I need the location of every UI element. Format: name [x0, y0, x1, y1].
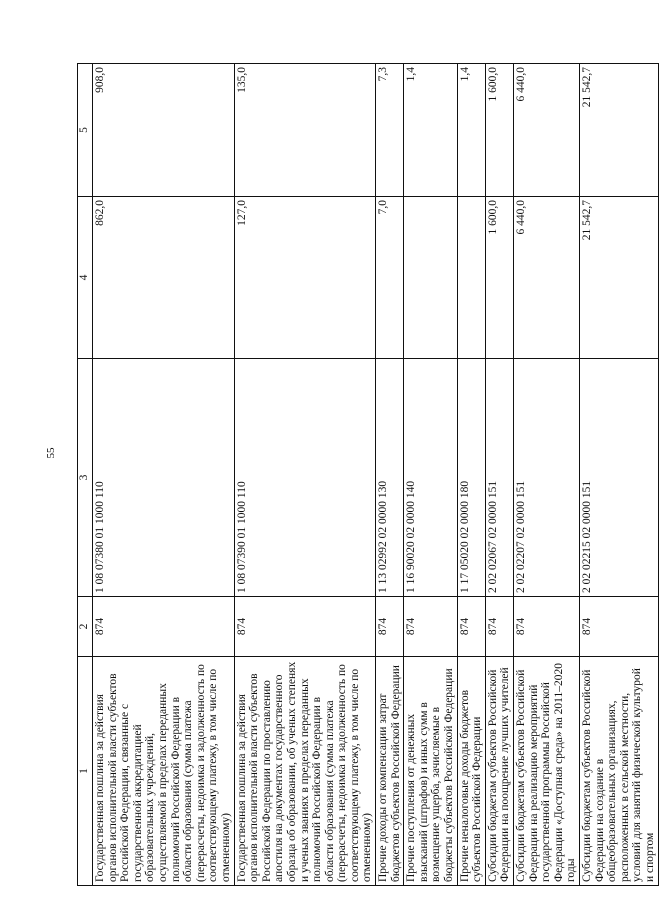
column-header: 4 — [78, 197, 93, 359]
table-row — [579, 64, 658, 886]
budget-code-cell: 2 02 02207 02 0000 151 — [514, 359, 580, 597]
row-name-cell: Субсидии бюджетам субъектов Российской Федерации на реализацию мероприятий государственной программы Российской Федерации «Доступная среда» на 2011–2020 годы — [514, 657, 580, 886]
budget-code-cell: 1 08 07390 01 1000 110 — [234, 359, 376, 597]
budget-code-cell: 1 17 05020 02 0000 180 — [457, 359, 485, 597]
budget-code-cell: 1 13 02992 02 0000 130 — [376, 359, 404, 597]
row-name-cell: Прочие поступления от денежных взысканий (штрафов) и иных сумм в возмещение ущерба, зачисляемые в бюджеты субъектов Российской Федерации — [404, 657, 457, 886]
table-header-row — [78, 64, 93, 886]
admin-code-cell: 874 — [93, 597, 235, 657]
value-cell-col5: 6 440,0 — [514, 64, 580, 197]
admin-code-cell: 874 — [404, 597, 457, 657]
column-header: 5 — [78, 64, 93, 197]
admin-code-cell: 874 — [376, 597, 404, 657]
admin-code-cell: 874 — [234, 597, 376, 657]
revenue-table — [77, 63, 659, 886]
row-name-cell: Субсидии бюджетам субъектов Российской Федерации на создание в общеобразовательных организациях, расположенных в сельской местности, условий для занятий физической культурой и спортом — [579, 657, 658, 886]
table-row — [376, 64, 404, 886]
admin-code-cell: 874 — [485, 597, 513, 657]
table-row — [93, 64, 235, 886]
budget-code-cell: 1 08 07380 01 1000 110 — [93, 359, 235, 597]
page-number: 55 — [45, 447, 57, 459]
rotated-table-container — [77, 64, 656, 886]
value-cell-col4 — [404, 197, 457, 359]
budget-code-cell: 1 16 90020 02 0000 140 — [404, 359, 457, 597]
table-row — [234, 64, 376, 886]
value-cell-col5: 1 600,0 — [485, 64, 513, 197]
row-name-cell: Государственная пошлина за действия органов исполнительной власти субъектов Российской Федерации по проставлению апостиля на документах государственного образца об образовании, об ученых степенях и ученых званиях в пределах переданных полномочий Российской Федерации в области образования (сумма платежа (перерасчеты, недоимка и задолженность по соответствующему платежу, в том числе по отмененному) — [234, 657, 376, 886]
table-body — [78, 64, 659, 886]
column-header: 1 — [78, 657, 93, 886]
row-name-cell: Государственная пошлина за действия органов исполнительной власти субъектов Российской Федерации, связанные с государственной аккредитацией образовательных учреждений, осуществляемой в пределах переданных полномочий Российской Федерации в области образования (сумма платежа (перерасчеты, недоимка и задолженность по соответствующему платежу, в том числе по отмененному) — [93, 657, 235, 886]
value-cell-col5: 1,4 — [457, 64, 485, 197]
value-cell-col5: 908,0 — [93, 64, 235, 197]
column-header: 2 — [78, 597, 93, 657]
table-row — [457, 64, 485, 886]
value-cell-col5: 7,3 — [376, 64, 404, 197]
budget-code-cell: 2 02 02215 02 0000 151 — [579, 359, 658, 597]
table-row — [514, 64, 580, 886]
table-row — [485, 64, 513, 886]
value-cell-col4: 6 440,0 — [514, 197, 580, 359]
value-cell-col5: 1,4 — [404, 64, 457, 197]
admin-code-cell: 874 — [514, 597, 580, 657]
value-cell-col5: 21 542,7 — [579, 64, 658, 197]
value-cell-col4: 862,0 — [93, 197, 235, 359]
value-cell-col4: 1 600,0 — [485, 197, 513, 359]
value-cell-col5: 135,0 — [234, 64, 376, 197]
value-cell-col4: 127,0 — [234, 197, 376, 359]
budget-code-cell: 2 02 02067 02 0000 151 — [485, 359, 513, 597]
row-name-cell: Субсидии бюджетам субъектов Российской Федерации на поощрение лучших учителей — [485, 657, 513, 886]
row-name-cell: Прочие неналоговые доходы бюджетов субъектов Российской Федерации — [457, 657, 485, 886]
row-name-cell: Прочие доходы от компенсации затрат бюджетов субъектов Российской Федерации — [376, 657, 404, 886]
admin-code-cell: 874 — [579, 597, 658, 657]
table-row — [404, 64, 457, 886]
value-cell-col4 — [457, 197, 485, 359]
value-cell-col4: 7,0 — [376, 197, 404, 359]
admin-code-cell: 874 — [457, 597, 485, 657]
column-header: 3 — [78, 359, 93, 597]
value-cell-col4: 21 542,7 — [579, 197, 658, 359]
